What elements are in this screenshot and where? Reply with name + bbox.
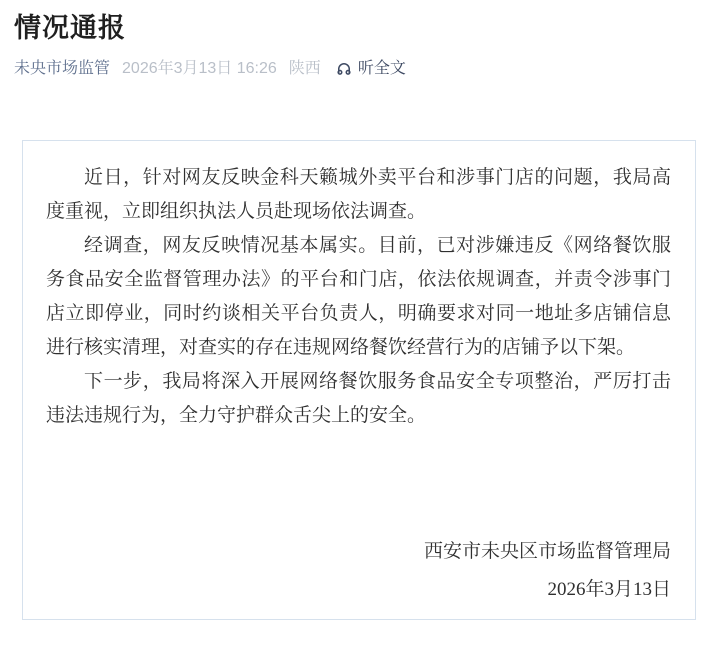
notice-paragraph-3: 下一步，我局将深入开展网络餐饮服务食品安全专项整治，严厉打击违法违规行为，全力守护群众舌尖上的安全。 xyxy=(46,371,671,426)
notice-page xyxy=(0,12,720,620)
publish-datetime: 2026年3月13日 16:26 xyxy=(122,60,277,77)
notice-box xyxy=(22,140,696,620)
publish-location: 陕西 xyxy=(288,60,321,77)
page-title: 情况通报 xyxy=(14,13,126,43)
signature-agency: 西安市未央区市场监督管理局 xyxy=(423,541,671,562)
meta-row xyxy=(14,58,720,80)
notice-paragraph-2: 经调查，网友反映情况基本属实。目前，已对涉嫌违反《网络餐饮服务食品安全监督管理办法》的平台和门店，依法依规调查，并责令涉事门店立即停业，同时约谈相关平台负责人，明确要求对同一地址多店铺信息进行核实清理，对查实的存在违规网络餐饮经营行为的店铺予以下架。 xyxy=(46,235,671,358)
notice-paragraph-1: 近日，针对网友反映金科天籁城外卖平台和涉事门店的问题，我局高度重视，立即组织执法人员赴现场依法调查。 xyxy=(46,167,671,222)
headphones-icon xyxy=(335,60,353,78)
signature-date: 2026年3月13日 xyxy=(547,579,671,600)
publisher-link[interactable]: 未央市场监管 xyxy=(14,60,111,77)
listen-label: 听全文 xyxy=(357,60,406,77)
signature-block xyxy=(46,533,671,609)
listen-full-text-button[interactable] xyxy=(335,58,406,80)
